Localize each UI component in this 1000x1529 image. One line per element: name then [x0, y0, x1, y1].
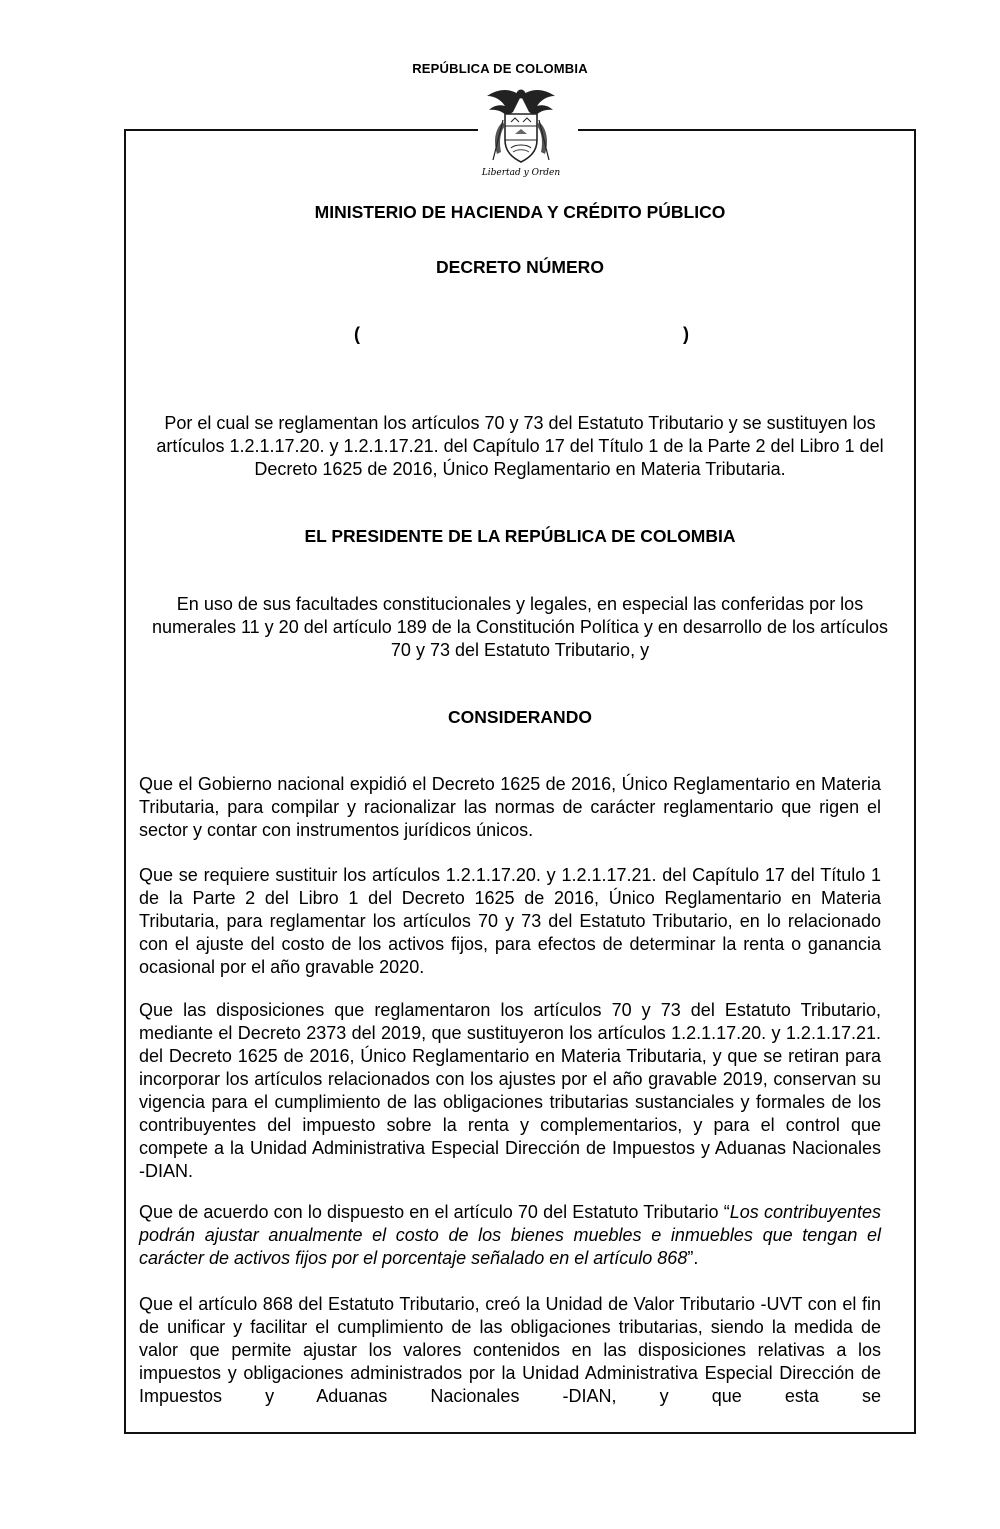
considering-paragraph-4: [139, 1201, 881, 1270]
considering-paragraph-3: Que las disposiciones que reglamentaron los artículos 70 y 73 del Estatuto Tributario, mediante el Decreto 2373 del 2019, que sustituyeron los artículos 1.2.1.17.20. y 1.2.1.17.21. del Decreto 1625 de 2016, Único Reglamentario en Materia Tributaria, y que se retiran para incorporar los artículos relacionados con los ajustes por el año gravable 2019, conservan su vigencia para el cumplimiento de las obligaciones tributarias sustanciales y formales de los contribuyentes del impuesto sobre la renta y complementarios, y para el control que compete a la Unidad Administrativa Especial Dirección de Impuestos y Aduanas Nacionales -DIAN.: [139, 1000, 881, 1181]
ministry-title: MINISTERIO DE HACIENDA Y CRÉDITO PÚBLICO: [314, 202, 726, 222]
crest-motto: Libertad y Orden: [481, 168, 561, 178]
considering-paragraph-2: Que se requiere sustituir los artículos 1.2.1.17.20. y 1.2.1.17.21. del Capítulo 17 del Título 1 de la Parte 2 del Libro 1 del Decreto 1625 de 2016, Único Reglamentario en Materia Tributaria, para reglamentar los artículos 70 y 73 del Estatuto Tributario, en lo relacionado con el ajuste del costo de los activos fijos, para efectos de determinar la renta o ganancia ocasional por el año gravable 2020.: [139, 865, 881, 977]
president-heading: EL PRESIDENTE DE LA REPÚBLICA DE COLOMBIA: [304, 526, 736, 546]
paragraph-4-end: ”.: [687, 1248, 699, 1268]
considering-paragraph-1: Que el Gobierno nacional expidió el Decreto 1625 de 2016, Único Reglamentario en Materia Tributaria, para compilar y racionalizar las normas de carácter reglamentario que rigen el sector y contar con instrumentos jurídicos únicos.: [139, 774, 881, 840]
country-heading: REPÚBLICA DE COLOMBIA: [412, 61, 588, 76]
paragraph-4-intro: Que de acuerdo con lo dispuesto en el artículo 70 del Estatuto Tributario “: [139, 1202, 730, 1222]
decree-summary: Por el cual se reglamentan los artículos 70 y 73 del Estatuto Tributario y se sustituyen los artículos 1.2.1.17.20. y 1.2.1.17.21. del Capítulo 17 del Título 1 de la Parte 2 del Libro 1 del Decreto 1625 de 2016, Único Reglamentario en Materia Tributaria.: [156, 413, 884, 479]
considering-heading: CONSIDERANDO: [448, 707, 592, 727]
article-70-quote: Los contribuyentes podrán ajustar anualmente el costo de los bienes muebles e inmuebles que tengan el carácter de activos fijos por el porcentaje señalado en el artículo 868: [139, 1202, 882, 1268]
considering-paragraph-5: Que el artículo 868 del Estatuto Tributario, creó la Unidad de Valor Tributario -UVT con el fin de unificar y facilitar el cumplimiento de las obligaciones tributarias, siendo la medida de valor que permite ajustar los valores contenidos en las disposiciones relativas a los impuestos y obligaciones administrados por la Unidad Administrativa Especial Dirección de Impuestos y Aduanas Nacionales -DIAN, y que esta se: [139, 1294, 881, 1406]
date-paren-open: (: [354, 324, 360, 344]
decree-number-label: DECRETO NÚMERO: [436, 257, 604, 277]
powers-statement: En uso de sus facultades constitucionales y legales, en especial las conferidas por los numerales 11 y 20 del artículo 189 de la Constitución Política y en desarrollo de los artículos 70 y 73 del Estatuto Tributario, y: [151, 594, 889, 660]
date-paren-close: ): [683, 324, 689, 344]
